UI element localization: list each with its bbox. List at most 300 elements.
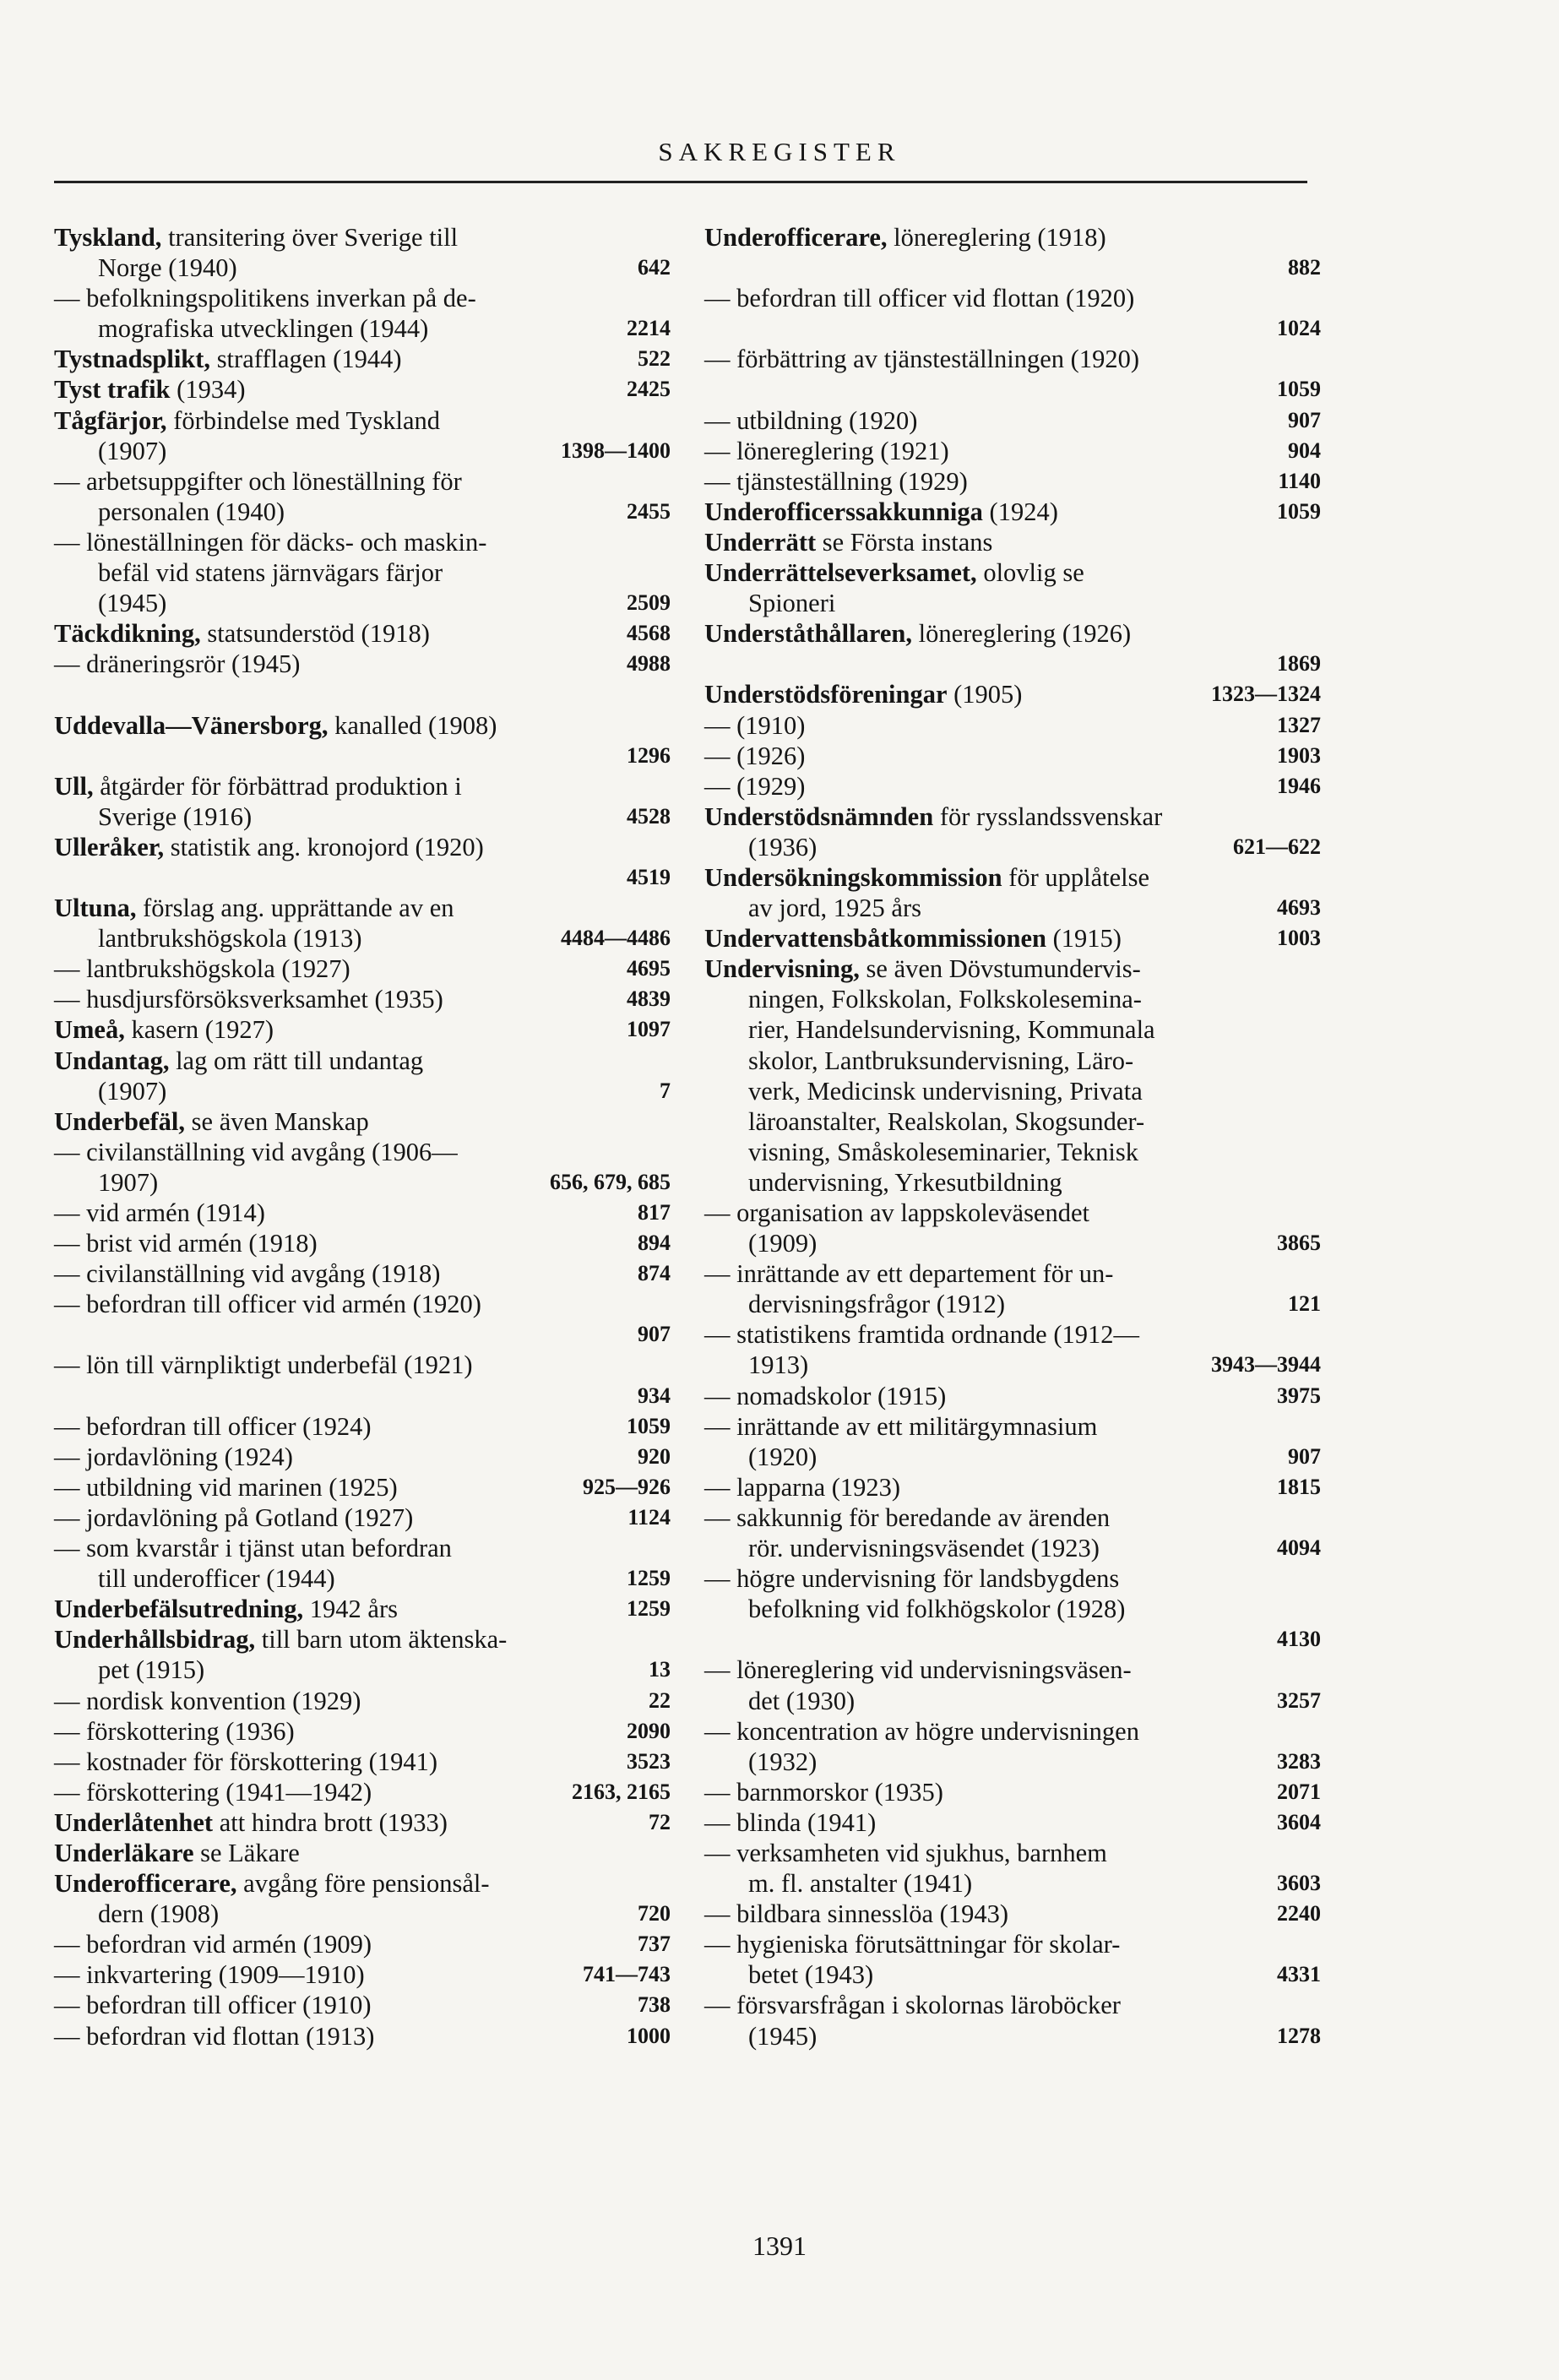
entry-text xyxy=(704,527,992,557)
entry-description: för upplåtelse xyxy=(1002,862,1150,892)
page-reference: 907 xyxy=(1288,1443,1321,1469)
page-reference: 720 xyxy=(638,1901,671,1926)
index-entry-head xyxy=(704,862,1321,893)
entry-text: — befordran till officer vid armén (1920) xyxy=(54,1290,481,1319)
index-entry-head xyxy=(54,1838,671,1868)
page-reference: 1097 xyxy=(627,1017,671,1042)
page-reference: 621—622 xyxy=(1233,834,1321,859)
index-entry-line xyxy=(704,1990,1321,2020)
entry-description: åtgärder för förbättrad produktion i xyxy=(93,771,462,801)
index-entry-line xyxy=(704,1716,1321,1747)
index-entry-line xyxy=(704,1899,1321,1929)
index-entry-line xyxy=(704,313,1321,344)
entry-description: kasern (1927) xyxy=(124,1015,274,1045)
entry-text: — löneställningen för däcks- och maskin- xyxy=(54,527,487,557)
entry-text: mografiska utvecklingen (1944) xyxy=(98,314,429,344)
entry-text: — nomadskolor (1915) xyxy=(704,1381,947,1410)
headword: Underrätt xyxy=(704,527,817,557)
index-entry-line xyxy=(704,649,1321,679)
entry-text: Spioneri xyxy=(748,589,836,618)
page-reference: 907 xyxy=(638,1322,671,1347)
entry-text xyxy=(704,497,1058,527)
index-entry-line xyxy=(54,1076,671,1106)
index-entry-line xyxy=(704,1959,1321,1990)
entry-text: (1907) xyxy=(98,1076,167,1106)
index-entry-head xyxy=(54,618,671,649)
index-entry-line xyxy=(704,1228,1321,1258)
entry-description: lönereglering (1926) xyxy=(911,619,1132,649)
index-entry-line xyxy=(54,1686,671,1716)
index-entry-line xyxy=(54,1959,671,1990)
entry-text: 1907) xyxy=(98,1167,159,1197)
index-entry-head xyxy=(54,1594,671,1624)
page-reference: 642 xyxy=(638,255,671,280)
running-head: SAKREGISTER xyxy=(658,137,901,166)
index-entry-line xyxy=(704,1838,1321,1868)
entry-text: — inrättande av ett militärgymnasium xyxy=(704,1411,1098,1441)
entry-text: (1936) xyxy=(748,832,818,861)
entry-description: lönereglering (1918) xyxy=(887,223,1106,252)
page-reference: 1323—1324 xyxy=(1211,682,1321,707)
index-entry-line xyxy=(54,497,671,527)
entry-text: — befordran till officer (1910) xyxy=(54,1991,372,2020)
page-reference: 894 xyxy=(638,1231,671,1256)
index-entry-line xyxy=(704,466,1321,497)
index-entry-line xyxy=(704,1502,1321,1533)
index-entry-line xyxy=(704,588,1321,618)
index-entry-line xyxy=(704,1289,1321,1319)
index-entry-head xyxy=(54,344,671,374)
entry-text: Norge (1940) xyxy=(98,253,237,283)
page-reference: 4839 xyxy=(627,986,671,1012)
page-reference: 2509 xyxy=(627,590,671,616)
entry-text: det (1930) xyxy=(748,1686,856,1715)
index-entry-line xyxy=(704,1350,1321,1380)
entry-text: — barnmorskor (1935) xyxy=(704,1777,943,1807)
index-entry-line xyxy=(54,1716,671,1747)
page-reference: 4528 xyxy=(627,803,671,829)
headword: Underofficerare, xyxy=(704,223,888,252)
headword: Tågfärjor, xyxy=(54,405,167,435)
entry-text: dervisningsfrågor (1912) xyxy=(748,1290,1006,1319)
index-entry-line xyxy=(704,832,1321,862)
index-entry-head xyxy=(54,374,671,405)
page-reference: 1398—1400 xyxy=(561,437,671,463)
entry-text: betet (1943) xyxy=(748,1960,874,1990)
index-entry-line xyxy=(704,1411,1321,1442)
entry-text: till underofficer (1944) xyxy=(98,1564,335,1594)
index-entry-head xyxy=(54,1868,671,1899)
page-reference: 2163, 2165 xyxy=(572,1779,671,1804)
entry-description: att hindra brott (1933) xyxy=(213,1807,448,1837)
entry-text xyxy=(54,618,430,649)
page-reference: 1903 xyxy=(1277,742,1321,768)
index-entry-line xyxy=(704,1807,1321,1838)
page-reference: 2455 xyxy=(627,498,671,524)
entry-text: — civilanställning vid avgång (1918) xyxy=(54,1259,441,1289)
page-reference: 1140 xyxy=(1278,468,1321,493)
index-entry-line xyxy=(704,405,1321,436)
index-entry-line xyxy=(704,253,1321,283)
index-entry-line xyxy=(54,1442,671,1472)
entry-text: dern (1908) xyxy=(98,1899,220,1929)
entry-text xyxy=(54,893,454,923)
entry-text: — jordavlöning på Gotland (1927) xyxy=(54,1502,414,1532)
index-entry-head xyxy=(704,527,1321,557)
page-reference: 522 xyxy=(638,346,671,372)
page-reference: 4130 xyxy=(1277,1627,1321,1652)
entry-text: — lantbrukshögskola (1927) xyxy=(54,954,350,984)
entry-text: — sakkunnig för beredande av ärenden xyxy=(704,1502,1111,1532)
index-entry-head xyxy=(54,1046,671,1076)
page-reference: 121 xyxy=(1288,1291,1321,1317)
headword: Undantag, xyxy=(54,1046,170,1075)
index-entry-line xyxy=(54,466,671,497)
entry-text xyxy=(704,862,1149,893)
headword: Undervisning, xyxy=(704,954,860,984)
entry-text xyxy=(704,222,1106,253)
entry-text: undervisning, Yrkesutbildning xyxy=(748,1167,1062,1197)
index-entry-line xyxy=(54,527,671,557)
entry-text xyxy=(54,1106,369,1137)
index-entry-line xyxy=(704,710,1321,741)
entry-text: — arbetsuppgifter och löneställning för xyxy=(54,466,462,496)
entry-description: transitering över Sverige till xyxy=(161,223,459,252)
page-reference: 874 xyxy=(638,1261,671,1286)
entry-description: för rysslandssvenskar xyxy=(933,801,1163,831)
page-reference: 1815 xyxy=(1277,1474,1321,1499)
entry-text xyxy=(54,1624,507,1655)
index-entry-head xyxy=(54,1624,671,1655)
index-entry-line xyxy=(54,1533,671,1563)
headword: Undervattensbåtkommissionen xyxy=(704,924,1047,954)
index-entry-head xyxy=(54,1106,671,1137)
page-reference: 7 xyxy=(660,1078,671,1103)
entry-text: — utbildning vid marinen (1925) xyxy=(54,1472,398,1502)
page-reference: 656, 679, 685 xyxy=(550,1169,671,1194)
entry-text: — nordisk konvention (1929) xyxy=(54,1686,361,1715)
index-entry-line xyxy=(54,1563,671,1594)
entry-text: befäl vid statens järnvägars färjor xyxy=(98,558,443,588)
index-entry-line xyxy=(54,1502,671,1533)
entry-text: — kostnader för förskottering (1941) xyxy=(54,1747,438,1776)
index-entry-line xyxy=(704,1014,1321,1045)
index-entry-line xyxy=(704,1533,1321,1563)
index-entry-head xyxy=(704,679,1321,709)
page-reference: 925—926 xyxy=(583,1474,671,1499)
index-entry-line xyxy=(704,1624,1321,1655)
entry-text: 1913) xyxy=(748,1350,809,1380)
entry-text: (1907) xyxy=(98,436,167,465)
index-entry-line xyxy=(704,1381,1321,1411)
index-entry-line xyxy=(704,1076,1321,1106)
entry-text: — högre undervisning för landsbygdens xyxy=(704,1564,1120,1594)
index-entry-line xyxy=(54,801,671,832)
index-entry-head xyxy=(54,771,671,801)
index-entry-head xyxy=(54,832,671,862)
entry-text: — försvarsfrågan i skolornas läroböcker xyxy=(704,1991,1121,2020)
index-entry-line xyxy=(54,1137,671,1167)
page-reference: 4331 xyxy=(1277,1962,1321,1987)
entry-text xyxy=(54,710,497,741)
entry-text xyxy=(54,1838,300,1868)
index-entry-line xyxy=(54,984,671,1014)
page-reference: 1327 xyxy=(1277,712,1321,737)
index-entry-head xyxy=(704,557,1321,588)
entry-text xyxy=(54,222,458,253)
index-entry-line xyxy=(54,1990,671,2020)
page-reference: 1259 xyxy=(627,1566,671,1591)
page-reference: 1259 xyxy=(627,1596,671,1622)
entry-text xyxy=(704,801,1162,832)
headword: Understödsföreningar xyxy=(704,680,948,709)
header-rule xyxy=(54,181,1307,183)
index-entry-line xyxy=(54,1258,671,1289)
headword: Undersökningskommission xyxy=(704,862,1002,892)
index-entry-line xyxy=(54,1350,671,1380)
page-reference: 1059 xyxy=(1277,498,1321,524)
entry-text: — befordran till officer (1924) xyxy=(54,1411,372,1441)
entry-text xyxy=(54,374,245,405)
index-entry-line xyxy=(54,313,671,344)
page-reference: 4693 xyxy=(1277,895,1321,921)
entry-text: — lönereglering (1921) xyxy=(704,436,949,465)
index-entry-line xyxy=(704,984,1321,1014)
entry-text: ningen, Folkskolan, Folkskolesemina- xyxy=(748,985,1142,1014)
index-entry-line xyxy=(54,436,671,466)
index-entry-line xyxy=(704,1594,1321,1624)
index-entry-head xyxy=(704,497,1321,527)
headword: Underbefäl, xyxy=(54,1106,186,1136)
entry-text xyxy=(54,771,462,801)
entry-text xyxy=(704,923,1122,954)
page-reference: 2214 xyxy=(627,316,671,341)
page-reference: 3603 xyxy=(1277,1871,1321,1896)
page-reference: 2425 xyxy=(627,377,671,402)
index-entry-line xyxy=(54,557,671,588)
entry-text xyxy=(54,1046,423,1076)
page-reference: 1059 xyxy=(627,1413,671,1438)
index-entry-line xyxy=(704,1319,1321,1350)
entry-text: — koncentration av högre undervisningen xyxy=(704,1716,1139,1746)
index-entry-line xyxy=(704,741,1321,771)
index-entry-line xyxy=(704,1046,1321,1076)
index-entry-line xyxy=(54,588,671,618)
entry-description: strafflagen (1944) xyxy=(210,345,402,374)
entry-description: 1942 års xyxy=(303,1595,398,1624)
page-reference: 3283 xyxy=(1277,1748,1321,1774)
headword: Underståthållaren, xyxy=(704,619,912,649)
entry-text: — tjänsteställning (1929) xyxy=(704,466,968,496)
entry-text: — lönereglering vid undervisningsväsen- xyxy=(704,1655,1132,1685)
page-reference: 741—743 xyxy=(583,1962,671,1987)
entry-text: (1945) xyxy=(98,589,167,618)
headword: Tyst trafik xyxy=(54,375,171,405)
page-reference: 907 xyxy=(1288,407,1321,432)
index-entry-line xyxy=(54,283,671,313)
page-reference: 3943—3944 xyxy=(1211,1352,1321,1377)
index-entry-line xyxy=(704,436,1321,466)
headword: Ull, xyxy=(54,771,94,801)
index-entry-line xyxy=(704,771,1321,801)
index-entry-line xyxy=(54,1198,671,1228)
index-entry-line xyxy=(54,1655,671,1685)
entry-text: — statistikens framtida ordnande (1912— xyxy=(704,1320,1140,1350)
entry-text: (1932) xyxy=(748,1747,818,1776)
entry-text: befolkning vid folkhögskolor (1928) xyxy=(748,1595,1126,1624)
entry-description: (1905) xyxy=(947,680,1023,709)
index-entry-line xyxy=(54,1777,671,1807)
headword: Umeå, xyxy=(54,1015,125,1045)
entry-text: — hygieniska förutsättningar för skolar- xyxy=(704,1930,1121,1959)
index-entry-line xyxy=(704,1563,1321,1594)
entry-text xyxy=(54,1807,448,1838)
page-reference: 4568 xyxy=(627,621,671,646)
index-entry-line xyxy=(54,2021,671,2051)
page-reference: 3523 xyxy=(627,1748,671,1774)
page-reference: 2090 xyxy=(627,1718,671,1743)
entry-text xyxy=(54,344,401,374)
index-entry-line xyxy=(704,1929,1321,1959)
page-reference: 1296 xyxy=(627,742,671,768)
entry-text: — förskottering (1936) xyxy=(54,1716,295,1746)
page-reference: 1000 xyxy=(627,2023,671,2048)
page-reference: 904 xyxy=(1288,437,1321,463)
entry-text: pet (1915) xyxy=(98,1655,205,1685)
index-entry-line xyxy=(54,954,671,984)
index-entry-line xyxy=(54,1411,671,1442)
index-entry-line xyxy=(704,283,1321,313)
entry-text xyxy=(704,618,1131,649)
index-entry-line xyxy=(54,1929,671,1959)
index-entry-head xyxy=(704,618,1321,649)
entry-text: — utbildning (1920) xyxy=(704,405,918,435)
entry-text: visning, Småskoleseminarier, Teknisk xyxy=(748,1137,1138,1166)
entry-description: förbindelse med Tyskland xyxy=(166,405,440,435)
entry-text: — dräneringsrör (1945) xyxy=(54,649,301,679)
index-entry-head xyxy=(54,405,671,436)
entry-text: — vid armén (1914) xyxy=(54,1198,265,1227)
entry-text: — organisation av lappskoleväsendet xyxy=(704,1198,1089,1227)
headword: Täckdikning, xyxy=(54,619,201,649)
entry-text: (1920) xyxy=(748,1442,818,1471)
index-entry-line xyxy=(54,1289,671,1319)
page-reference: 2071 xyxy=(1277,1779,1321,1804)
page-reference: 4988 xyxy=(627,651,671,677)
page-reference: 72 xyxy=(649,1809,671,1834)
headword: Underofficerssakkunniga xyxy=(704,497,983,526)
entry-text: läroanstalter, Realskolan, Skogsunder- xyxy=(748,1106,1145,1136)
entry-text xyxy=(54,1594,398,1624)
entry-text: — befordran till officer vid flottan (1920) xyxy=(704,284,1135,313)
entry-description: (1934) xyxy=(170,375,246,405)
entry-text: — civilanställning vid avgång (1906— xyxy=(54,1137,458,1166)
page-reference: 3604 xyxy=(1277,1809,1321,1834)
index-entry-line xyxy=(704,893,1321,923)
entry-description: till barn utom äktenska- xyxy=(255,1625,508,1655)
page-reference: 3865 xyxy=(1277,1231,1321,1256)
index-entry-line xyxy=(54,1472,671,1502)
index-entry-line xyxy=(704,1747,1321,1777)
entry-text: skolor, Lantbruksundervisning, Läro- xyxy=(748,1046,1134,1075)
page-reference: 1278 xyxy=(1277,2023,1321,2048)
entry-text: (1945) xyxy=(748,2021,818,2051)
index-entry-line xyxy=(704,1655,1321,1685)
index-entry-line xyxy=(704,1777,1321,1807)
index-entry-line xyxy=(54,1747,671,1777)
page-reference: 13 xyxy=(649,1657,671,1682)
entry-text: — brist vid armén (1918) xyxy=(54,1229,318,1258)
entry-text: — bildbara sinnesslöa (1943) xyxy=(704,1899,1008,1929)
page-reference: 882 xyxy=(1288,255,1321,280)
entry-description: förslag ang. upprättande av en xyxy=(136,894,454,923)
entry-text: — lapparna (1923) xyxy=(704,1472,901,1502)
page-reference: 1124 xyxy=(627,1504,671,1530)
index-entry-line xyxy=(54,862,671,893)
index-entry-line xyxy=(54,741,671,771)
entry-description: se även Manskap xyxy=(185,1106,369,1136)
page-reference: 1003 xyxy=(1277,926,1321,951)
index-entry-line xyxy=(704,1137,1321,1167)
entry-text xyxy=(54,1868,490,1899)
headword: Ulleråker, xyxy=(54,832,165,861)
entry-description: (1924) xyxy=(982,497,1058,526)
entry-description: se Första instans xyxy=(816,527,993,557)
index-entry-line xyxy=(704,1868,1321,1899)
entry-text: — befordran vid armén (1909) xyxy=(54,1930,372,1959)
entry-text xyxy=(54,1014,274,1045)
index-entry-head xyxy=(704,923,1321,954)
entry-text: lantbrukshögskola (1913) xyxy=(98,924,362,954)
headword: Underläkare xyxy=(54,1838,194,1867)
entry-description: olovlig se xyxy=(976,558,1084,588)
entry-text xyxy=(54,405,440,436)
page-reference: 934 xyxy=(638,1383,671,1408)
entry-text xyxy=(704,954,1141,984)
entry-description: kanalled (1908) xyxy=(328,710,497,740)
entry-text: — befordran vid flottan (1913) xyxy=(54,2021,375,2051)
entry-text: — jordavlöning (1924) xyxy=(54,1442,293,1471)
index-entry-head xyxy=(704,801,1321,832)
index-entry-line xyxy=(704,1106,1321,1137)
page-reference: 1059 xyxy=(1277,377,1321,402)
index-entry-line xyxy=(704,344,1321,374)
entry-text: — förbättring av tjänsteställningen (1920) xyxy=(704,345,1139,374)
entry-description: avgång före pensionsål- xyxy=(236,1869,490,1899)
headword: Uddevalla—Vänersborg, xyxy=(54,710,329,740)
left-column xyxy=(54,222,671,2051)
entry-text: (1909) xyxy=(748,1229,818,1258)
entry-text xyxy=(704,557,1084,588)
index-entry-head xyxy=(54,1014,671,1045)
headword: Underlåtenhet xyxy=(54,1807,214,1837)
page-reference: 1946 xyxy=(1277,773,1321,798)
headword: Underofficerare, xyxy=(54,1869,237,1899)
entry-text: personalen (1940) xyxy=(98,497,285,526)
entry-text: — husdjursförsöksverksamhet (1935) xyxy=(54,985,443,1014)
entry-text: verk, Medicinsk undervisning, Privata xyxy=(748,1076,1143,1106)
page-reference: 3975 xyxy=(1277,1383,1321,1408)
entry-text: rier, Handelsundervisning, Kommunala xyxy=(748,1015,1155,1045)
headword: Tystnadsplikt, xyxy=(54,345,211,374)
entry-text: — (1910) xyxy=(704,710,806,740)
entry-text: — befolkningspolitikens inverkan på de- xyxy=(54,284,476,313)
index-entry-line xyxy=(54,1319,671,1350)
headword: Underrättelseverksamet, xyxy=(704,558,977,588)
entry-text: — förskottering (1941—1942) xyxy=(54,1777,372,1807)
index-entry-head xyxy=(54,893,671,923)
entry-text: — verksamheten vid sjukhus, barnhem xyxy=(704,1838,1107,1867)
